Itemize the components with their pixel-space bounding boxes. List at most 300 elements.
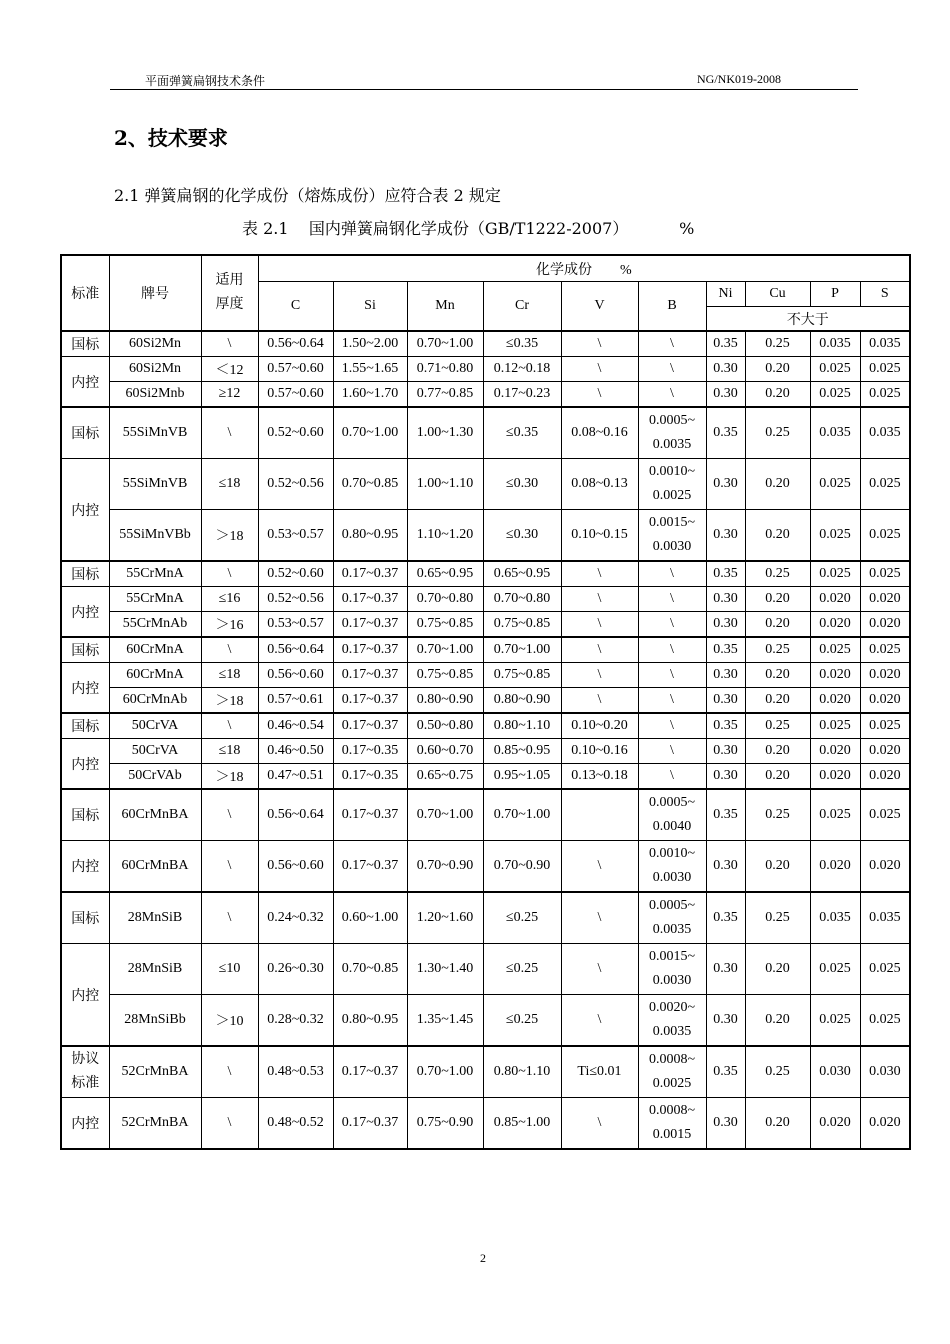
v-cell: \: [561, 995, 638, 1047]
standard-cell: 国标: [61, 892, 109, 944]
b-value-line1: 0.0015~: [648, 949, 696, 964]
table-row: [61, 995, 910, 1047]
grade-cell: 52CrMnBA: [109, 1046, 201, 1098]
table-row: [61, 688, 910, 714]
b-value-line1: \: [670, 591, 674, 606]
ni-cell: 0.30: [706, 459, 745, 510]
b-value-line1: 0.0005~: [648, 898, 696, 913]
v-cell: 0.13~0.18: [561, 764, 638, 790]
b-value-line2: 0.0030: [652, 973, 692, 988]
s-cell: 0.025: [860, 789, 910, 841]
table-caption: 表 2.1 国内弹簧扁钢化学成份（GB/T1222-2007） %: [242, 219, 695, 238]
standard-cell: 国标: [61, 561, 109, 587]
b-cell: [638, 357, 706, 382]
b-cell: [638, 459, 706, 510]
p-cell: 0.035: [810, 407, 860, 459]
p-cell: 0.025: [810, 789, 860, 841]
cu-cell: 0.25: [745, 637, 810, 663]
standard-cell: 国标: [61, 789, 109, 841]
cr-cell: 0.17~0.23: [483, 382, 561, 408]
table-row: [61, 459, 910, 510]
mn-cell: 0.70~1.00: [407, 1046, 483, 1098]
mn-cell: 1.10~1.20: [407, 510, 483, 562]
p-cell: 0.020: [810, 739, 860, 764]
b-cell: [638, 739, 706, 764]
c-cell: 0.46~0.50: [258, 739, 333, 764]
c-cell: 0.53~0.57: [258, 612, 333, 638]
t-cell: \: [201, 1046, 258, 1098]
ni-cell: 0.30: [706, 357, 745, 382]
mn-cell: 0.65~0.75: [407, 764, 483, 790]
cr-cell: 0.85~1.00: [483, 1098, 561, 1150]
cr-cell: ≤0.25: [483, 892, 561, 944]
mn-cell: 1.20~1.60: [407, 892, 483, 944]
standard-cell: 国标: [61, 637, 109, 663]
b-value-line2: 0.0035: [652, 437, 692, 452]
header-max: 不大于: [706, 307, 910, 332]
ni-cell: 0.30: [706, 663, 745, 688]
s-cell: 0.025: [860, 459, 910, 510]
v-cell: \: [561, 688, 638, 714]
b-cell: [638, 1098, 706, 1150]
s-cell: 0.025: [860, 995, 910, 1047]
standard-cell: 协议标准: [61, 1046, 109, 1098]
t-cell: \: [201, 407, 258, 459]
b-value-line2: 0.0040: [652, 819, 692, 834]
cr-cell: 0.75~0.85: [483, 612, 561, 638]
mn-cell: 1.35~1.45: [407, 995, 483, 1047]
ni-cell: 0.35: [706, 713, 745, 739]
c-cell: 0.56~0.60: [258, 841, 333, 893]
cu-cell: 0.25: [745, 1046, 810, 1098]
table-row: [61, 407, 910, 459]
header-mn: Mn: [407, 282, 483, 332]
si-cell: 0.17~0.35: [333, 739, 407, 764]
b-value-line1: 0.0008~: [648, 1052, 696, 1067]
grade-cell: 55CrMnA: [109, 561, 201, 587]
t-cell: \: [201, 713, 258, 739]
grade-cell: 60Si2Mn: [109, 331, 201, 357]
t-cell: ＜12: [201, 357, 258, 382]
cr-cell: 0.85~0.95: [483, 739, 561, 764]
p-cell: 0.025: [810, 459, 860, 510]
s-cell: 0.020: [860, 764, 910, 790]
cr-cell: 0.70~1.00: [483, 789, 561, 841]
s-cell: 0.030: [860, 1046, 910, 1098]
cr-cell: 0.12~0.18: [483, 357, 561, 382]
s-cell: 0.025: [860, 637, 910, 663]
mn-cell: 0.75~0.85: [407, 612, 483, 638]
si-cell: 0.17~0.37: [333, 713, 407, 739]
standard-cell: 内控: [61, 841, 109, 893]
grade-cell: 28MnSiBb: [109, 995, 201, 1047]
s-cell: 0.035: [860, 892, 910, 944]
si-cell: 0.17~0.35: [333, 764, 407, 790]
b-cell: [638, 789, 706, 841]
mn-cell: 0.71~0.80: [407, 357, 483, 382]
cu-cell: 0.20: [745, 995, 810, 1047]
t-cell: ≥12: [201, 382, 258, 408]
chemical-composition-table: [60, 254, 911, 1150]
p-cell: 0.025: [810, 995, 860, 1047]
cr-cell: 0.80~0.90: [483, 688, 561, 714]
s-cell: 0.020: [860, 688, 910, 714]
p-cell: 0.020: [810, 841, 860, 893]
v-cell: Ti≤0.01: [561, 1046, 638, 1098]
c-cell: 0.52~0.56: [258, 587, 333, 612]
table-row: [61, 739, 910, 764]
c-cell: 0.52~0.56: [258, 459, 333, 510]
ni-cell: 0.30: [706, 841, 745, 893]
grade-cell: 60Si2Mnb: [109, 382, 201, 408]
c-cell: 0.57~0.60: [258, 382, 333, 408]
ni-cell: 0.30: [706, 688, 745, 714]
grade-cell: 55SiMnVB: [109, 459, 201, 510]
p-cell: 0.025: [810, 561, 860, 587]
grade-cell: 60CrMnA: [109, 663, 201, 688]
cu-cell: 0.20: [745, 739, 810, 764]
cu-cell: 0.20: [745, 587, 810, 612]
v-cell: \: [561, 841, 638, 893]
t-cell: \: [201, 1098, 258, 1150]
standard-cell: 内控: [61, 357, 109, 408]
cu-cell: 0.25: [745, 331, 810, 357]
standard-cell: 内控: [61, 587, 109, 638]
grade-cell: 52CrMnBA: [109, 1098, 201, 1150]
p-cell: 0.025: [810, 713, 860, 739]
header-cr: Cr: [483, 282, 561, 332]
s-cell: 0.025: [860, 561, 910, 587]
c-cell: 0.56~0.64: [258, 789, 333, 841]
ni-cell: 0.30: [706, 1098, 745, 1150]
cu-cell: 0.25: [745, 892, 810, 944]
cu-cell: 0.20: [745, 1098, 810, 1150]
table-row: [61, 841, 910, 893]
b-cell: [638, 995, 706, 1047]
grade-cell: 55CrMnA: [109, 587, 201, 612]
section-title: 2、技术要求: [114, 126, 228, 150]
grade-cell: 55CrMnAb: [109, 612, 201, 638]
b-value-line2: 0.0030: [652, 539, 692, 554]
b-value-line1: 0.0010~: [648, 464, 696, 479]
cr-cell: ≤0.25: [483, 944, 561, 995]
grade-cell: 50CrVA: [109, 713, 201, 739]
v-cell: \: [561, 357, 638, 382]
t-cell: ＞10: [201, 995, 258, 1047]
c-cell: 0.52~0.60: [258, 561, 333, 587]
grade-cell: 60Si2Mn: [109, 357, 201, 382]
table-row: [61, 1098, 910, 1150]
c-cell: 0.56~0.64: [258, 637, 333, 663]
s-cell: 0.025: [860, 713, 910, 739]
ni-cell: 0.30: [706, 739, 745, 764]
standard-cell: 内控: [61, 1098, 109, 1150]
c-cell: 0.24~0.32: [258, 892, 333, 944]
b-value-line1: 0.0015~: [648, 515, 696, 530]
table-row: [61, 637, 910, 663]
c-cell: 0.53~0.57: [258, 510, 333, 562]
c-cell: 0.47~0.51: [258, 764, 333, 790]
mn-cell: 0.70~1.00: [407, 789, 483, 841]
c-cell: 0.48~0.52: [258, 1098, 333, 1150]
t-cell: \: [201, 637, 258, 663]
header-p: P: [810, 282, 860, 307]
grade-cell: 60CrMnAb: [109, 688, 201, 714]
c-cell: 0.52~0.60: [258, 407, 333, 459]
si-cell: 0.17~0.37: [333, 789, 407, 841]
running-header-title: 平面弹簧扁钢技术条件: [145, 74, 266, 88]
header-divider: [110, 89, 858, 90]
header-ni: Ni: [706, 282, 745, 307]
c-cell: 0.46~0.54: [258, 713, 333, 739]
ni-cell: 0.35: [706, 892, 745, 944]
header-grade: 牌号: [109, 255, 201, 331]
cr-cell: 0.95~1.05: [483, 764, 561, 790]
b-value-line2: 0.0015: [652, 1127, 692, 1142]
ni-cell: 0.35: [706, 331, 745, 357]
t-cell: \: [201, 841, 258, 893]
p-cell: 0.020: [810, 764, 860, 790]
b-value-line1: 0.0005~: [648, 413, 696, 428]
v-cell: \: [561, 382, 638, 408]
b-value-line1: \: [670, 386, 674, 401]
b-cell: [638, 587, 706, 612]
p-cell: 0.020: [810, 587, 860, 612]
b-cell: [638, 331, 706, 357]
header-s: S: [860, 282, 910, 307]
si-cell: 0.17~0.37: [333, 1046, 407, 1098]
t-cell: \: [201, 331, 258, 357]
si-cell: 0.17~0.37: [333, 637, 407, 663]
table-row: [61, 382, 910, 408]
v-cell: [561, 789, 638, 841]
mn-cell: 0.70~1.00: [407, 331, 483, 357]
mn-cell: 0.65~0.95: [407, 561, 483, 587]
ni-cell: 0.30: [706, 382, 745, 408]
v-cell: 0.10~0.16: [561, 739, 638, 764]
grade-cell: 28MnSiB: [109, 944, 201, 995]
si-cell: 0.70~1.00: [333, 407, 407, 459]
ni-cell: 0.30: [706, 764, 745, 790]
t-cell: ＞16: [201, 612, 258, 638]
cr-cell: 0.75~0.85: [483, 663, 561, 688]
v-cell: \: [561, 331, 638, 357]
v-cell: \: [561, 944, 638, 995]
c-cell: 0.57~0.60: [258, 357, 333, 382]
standard-cell: 国标: [61, 331, 109, 357]
si-cell: 0.60~1.00: [333, 892, 407, 944]
s-cell: 0.020: [860, 612, 910, 638]
t-cell: ≤18: [201, 459, 258, 510]
grade-cell: 55SiMnVBb: [109, 510, 201, 562]
section-paragraph: 2.1 弹簧扁钢的化学成份（熔炼成份）应符合表 2 规定: [114, 186, 501, 205]
p-cell: 0.035: [810, 892, 860, 944]
standard-cell: 国标: [61, 407, 109, 459]
cr-cell: ≤0.35: [483, 331, 561, 357]
t-cell: ＞18: [201, 688, 258, 714]
cr-cell: 0.70~1.00: [483, 637, 561, 663]
b-cell: [638, 841, 706, 893]
header-standard: 标准: [61, 255, 109, 331]
cr-cell: 0.70~0.90: [483, 841, 561, 893]
standard-cell: 国标: [61, 713, 109, 739]
b-cell: [638, 663, 706, 688]
table-row: [61, 892, 910, 944]
cu-cell: 0.20: [745, 459, 810, 510]
c-cell: 0.56~0.60: [258, 663, 333, 688]
ni-cell: 0.35: [706, 407, 745, 459]
b-value-line1: 0.0020~: [648, 1000, 696, 1015]
c-cell: 0.26~0.30: [258, 944, 333, 995]
s-cell: 0.025: [860, 510, 910, 562]
t-cell: ≤18: [201, 663, 258, 688]
b-cell: [638, 944, 706, 995]
s-cell: 0.025: [860, 357, 910, 382]
t-cell: ≤16: [201, 587, 258, 612]
standard-cell: 内控: [61, 739, 109, 790]
s-cell: 0.025: [860, 944, 910, 995]
v-cell: 0.10~0.20: [561, 713, 638, 739]
ni-cell: 0.30: [706, 510, 745, 562]
b-value-line1: \: [670, 336, 674, 351]
header-b: B: [638, 282, 706, 332]
mn-cell: 1.00~1.10: [407, 459, 483, 510]
t-cell: ≤10: [201, 944, 258, 995]
c-cell: 0.28~0.32: [258, 995, 333, 1047]
cu-cell: 0.20: [745, 688, 810, 714]
b-value-line1: \: [670, 642, 674, 657]
cu-cell: 0.25: [745, 713, 810, 739]
grade-cell: 60CrMnBA: [109, 841, 201, 893]
table-row: [61, 357, 910, 382]
si-cell: 0.80~0.95: [333, 995, 407, 1047]
s-cell: 0.020: [860, 1098, 910, 1150]
b-cell: [638, 612, 706, 638]
c-cell: 0.57~0.61: [258, 688, 333, 714]
b-value-line2: 0.0030: [652, 870, 692, 885]
cu-cell: 0.20: [745, 382, 810, 408]
cu-cell: 0.20: [745, 841, 810, 893]
header-si: Si: [333, 282, 407, 332]
si-cell: 0.17~0.37: [333, 612, 407, 638]
s-cell: 0.035: [860, 407, 910, 459]
b-value-line1: 0.0008~: [648, 1103, 696, 1118]
cr-cell: 0.70~0.80: [483, 587, 561, 612]
s-cell: 0.020: [860, 587, 910, 612]
mn-cell: 0.70~1.00: [407, 637, 483, 663]
ni-cell: 0.35: [706, 561, 745, 587]
t-cell: ＞18: [201, 764, 258, 790]
mn-cell: 0.77~0.85: [407, 382, 483, 408]
ni-cell: 0.30: [706, 587, 745, 612]
table-row: [61, 612, 910, 638]
header-v: V: [561, 282, 638, 332]
p-cell: 0.020: [810, 663, 860, 688]
si-cell: 1.55~1.65: [333, 357, 407, 382]
cr-cell: ≤0.30: [483, 459, 561, 510]
p-cell: 0.030: [810, 1046, 860, 1098]
b-cell: [638, 892, 706, 944]
b-cell: [638, 713, 706, 739]
c-cell: 0.56~0.64: [258, 331, 333, 357]
si-cell: 0.17~0.37: [333, 663, 407, 688]
b-value-line1: \: [670, 768, 674, 783]
si-cell: 0.80~0.95: [333, 510, 407, 562]
table-row: [61, 561, 910, 587]
mn-cell: 0.80~0.90: [407, 688, 483, 714]
cu-cell: 0.20: [745, 357, 810, 382]
si-cell: 0.17~0.37: [333, 561, 407, 587]
table-row: [61, 331, 910, 357]
b-value-line1: 0.0005~: [648, 795, 696, 810]
header-c: C: [258, 282, 333, 332]
b-value-line2: 0.0035: [652, 1024, 692, 1039]
cr-cell: ≤0.30: [483, 510, 561, 562]
b-value-line1: \: [670, 667, 674, 682]
ni-cell: 0.30: [706, 612, 745, 638]
s-cell: 0.035: [860, 331, 910, 357]
p-cell: 0.025: [810, 637, 860, 663]
v-cell: 0.10~0.15: [561, 510, 638, 562]
si-cell: 0.17~0.37: [333, 841, 407, 893]
header-composition: 化学成份 %: [258, 255, 910, 282]
b-value-line1: \: [670, 718, 674, 733]
table-row: [61, 1046, 910, 1098]
cu-cell: 0.20: [745, 764, 810, 790]
mn-cell: 1.30~1.40: [407, 944, 483, 995]
b-value-line1: 0.0010~: [648, 846, 696, 861]
table-row: [61, 764, 910, 790]
page-number: 2: [480, 1251, 486, 1265]
b-value-line1: \: [670, 692, 674, 707]
grade-cell: 28MnSiB: [109, 892, 201, 944]
b-value-line1: \: [670, 616, 674, 631]
ni-cell: 0.35: [706, 637, 745, 663]
v-cell: \: [561, 892, 638, 944]
mn-cell: 0.60~0.70: [407, 739, 483, 764]
table-row: [61, 713, 910, 739]
ni-cell: 0.30: [706, 995, 745, 1047]
standard-cell: 内控: [61, 944, 109, 1047]
b-value-line2: 0.0025: [652, 1076, 692, 1091]
s-cell: 0.020: [860, 663, 910, 688]
p-cell: 0.025: [810, 382, 860, 408]
b-cell: [638, 637, 706, 663]
grade-cell: 60CrMnA: [109, 637, 201, 663]
c-cell: 0.48~0.53: [258, 1046, 333, 1098]
b-value-line1: \: [670, 743, 674, 758]
b-value-line2: 0.0025: [652, 488, 692, 503]
p-cell: 0.025: [810, 944, 860, 995]
s-cell: 0.020: [860, 841, 910, 893]
t-cell: ≤18: [201, 739, 258, 764]
v-cell: \: [561, 561, 638, 587]
table-row: [61, 789, 910, 841]
standard-cell: 内控: [61, 663, 109, 714]
standard-cell: 内控: [61, 459, 109, 562]
v-cell: \: [561, 587, 638, 612]
mn-cell: 1.00~1.30: [407, 407, 483, 459]
mn-cell: 0.75~0.85: [407, 663, 483, 688]
b-value-line2: 0.0035: [652, 922, 692, 937]
v-cell: \: [561, 637, 638, 663]
t-cell: \: [201, 892, 258, 944]
b-cell: [638, 688, 706, 714]
table-row: [61, 587, 910, 612]
b-cell: [638, 382, 706, 408]
b-cell: [638, 510, 706, 562]
t-cell: \: [201, 561, 258, 587]
